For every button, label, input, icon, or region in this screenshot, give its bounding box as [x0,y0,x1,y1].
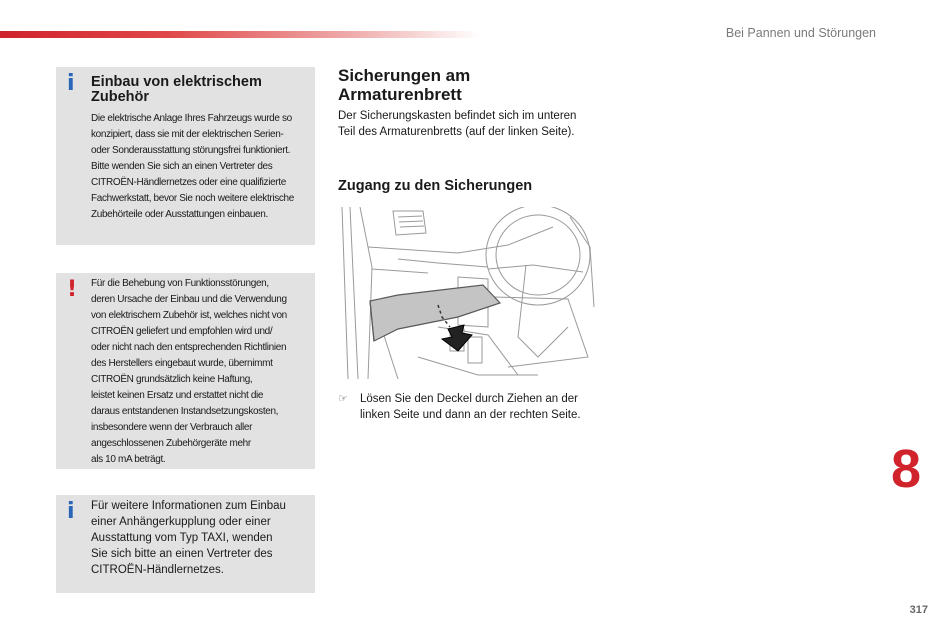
warning-icon: ! [67,277,78,302]
text-line: Lösen Sie den Deckel durch Ziehen an der [360,393,579,405]
text-line: Die elektrische Anlage Ihres Fahrzeugs wurde so [91,113,292,124]
text-line: deren Ursache der Einbau und die Verwendung [91,294,287,305]
text-line: Zubehörteile oder Ausstattungen einbauen. [91,209,268,220]
page-title [338,66,638,104]
text-line: Für die Behebung von Funktionsstörungen, [91,278,269,289]
page-number: 317 [909,604,928,616]
text-line: CITROËN geliefert und empfohlen wird und/ [91,326,273,337]
text-line: oder Sonderausstattung störungsfrei funktioniert. [91,145,291,156]
text-line: CITROËN-Händlernetzes. [91,564,224,576]
text-line: Der Sicherungskasten befindet sich im unteren [338,110,577,122]
header-accent-bar [0,31,480,38]
text-line: leistet keinen Ersatz und erstattet nicht die [91,390,264,401]
box-text [91,276,311,468]
text-line: insbesondere wenn der Verbrauch aller [91,422,253,433]
text-line: CITROËN grundsätzlich keine Haftung, [91,374,253,385]
title-line: Armaturenbrett [338,85,462,104]
text-line: Für weitere Informationen zum Einbau [91,500,286,512]
text-line: Bitte wenden Sie sich an einen Vertreter des [91,161,273,172]
info-icon: i [67,71,75,96]
text-line: Fachwerkstatt, bevor Sie noch weitere elektrische [91,193,294,204]
info-box-accessories [56,67,315,245]
text-line: oder nicht nach den entsprechenden Richtlinien [91,342,287,353]
title-line: Sicherungen am [338,66,471,85]
text-line: als 10 mA beträgt. [91,454,166,465]
step-text [360,391,610,423]
section-subtitle: Zugang zu den Sicherungen [338,178,533,194]
text-line: Sie sich bitte an einen Vertreter des [91,548,273,560]
text-line: Teil des Armaturenbretts (auf der linken Seite). [338,126,575,138]
text-line: linken Seite und dann an der rechten Seite. [360,409,581,421]
text-line: daraus entstandenen Instandsetzungskosten, [91,406,279,417]
intro-text [338,108,608,140]
text-line: CITROËN-Händlernetzes oder eine qualifizierte [91,177,286,188]
text-line: von elektrischem Zubehör ist, welches nicht von [91,310,287,321]
chapter-number: 8 [891,439,922,499]
section-title: Bei Pannen und Störungen [725,26,876,40]
info-box-towbar [56,495,315,593]
info-icon: i [67,499,75,524]
hand-pointer-icon: ☞ [338,393,348,405]
text-line: des Herstellers eingebaut wurde, übernimmt [91,358,273,369]
text-line: einer Anhängerkupplung oder einer [91,516,271,528]
box-heading: Einbau von elektrischem Zubehör [91,74,262,105]
text-line: angeschlossenen Zubehörgeräte mehr [91,438,251,449]
box-text [91,111,311,223]
text-line: Ausstattung vom Typ TAXI, wenden [91,532,273,544]
warning-box-liability [56,273,315,469]
box-text [91,498,311,578]
text-line: konzipiert, dass sie mit der elektrischen Serien- [91,129,284,140]
dashboard-fuse-cover-illustration [338,207,598,379]
